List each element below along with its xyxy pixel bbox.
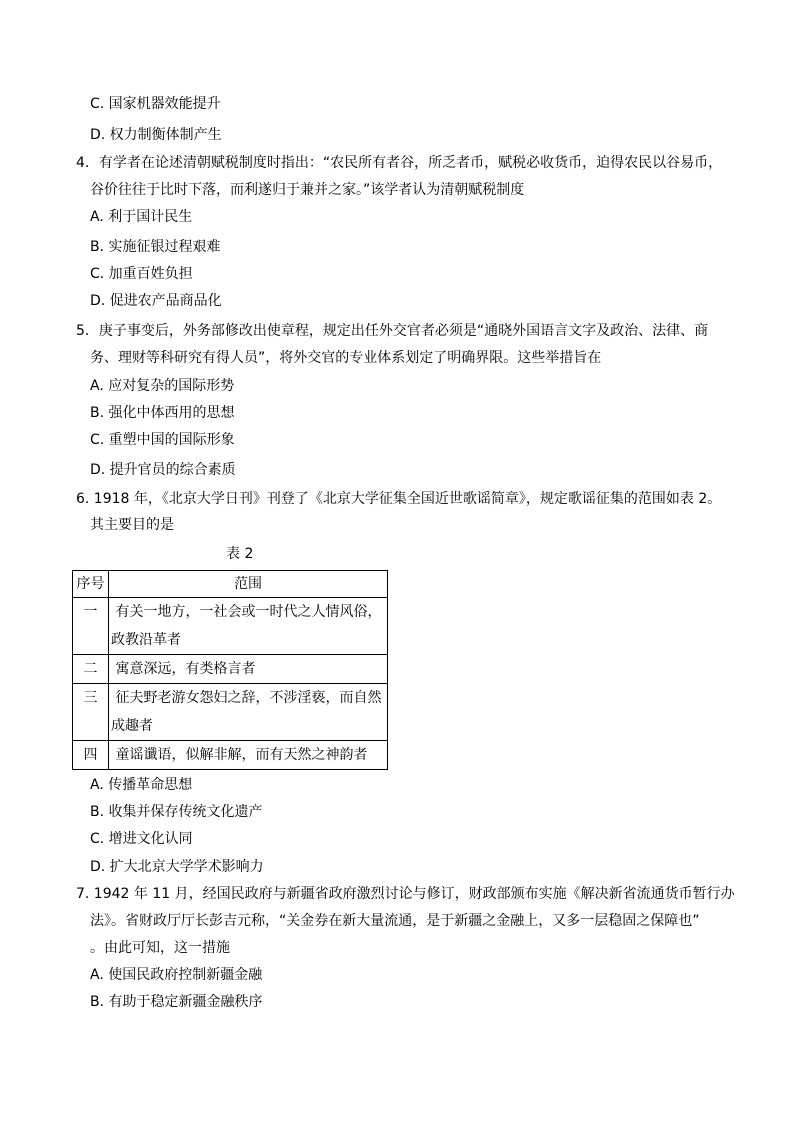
- table-header-number: 序号: [73, 571, 109, 598]
- option-a: A. 使国民政府控制新疆金融: [90, 967, 263, 983]
- option-d: D. 扩大北京大学学术影响力: [90, 859, 264, 875]
- question-5-text-cont: 务、理财等科研究有得人员”，将外交官的专业体系划定了明确界限。这些举措旨在: [90, 350, 602, 366]
- option-d: D. 权力制衡体制产生: [90, 127, 222, 143]
- table-row: [73, 684, 388, 741]
- option-c: C. 重塑中国的国际形象: [90, 432, 235, 448]
- table-row: [73, 655, 388, 684]
- range-table: [72, 570, 388, 770]
- question-4-text: 4．有学者在论述清朝赋税制度时指出：“农民所有者谷，所乏者币，赋税必收货币，迫得农民以谷易币，: [76, 155, 723, 171]
- table-cell-text: 成趣者: [111, 718, 153, 734]
- option-c: C. 国家机器效能提升: [90, 96, 221, 112]
- option-b: B. 有助于稳定新疆金融秩序: [90, 994, 263, 1010]
- question-4-text-cont: 谷价往往于比时下落，而利遂归于兼并之家。”该学者认为清朝赋税制度: [90, 182, 525, 198]
- table-row: [73, 741, 388, 770]
- table-cell-number: 三: [73, 684, 109, 741]
- table-cell-range: [109, 684, 388, 741]
- table-cell-number: 一: [73, 598, 109, 655]
- option-c: C. 增进文化认同: [90, 831, 193, 847]
- quoted-text: 关金券在新大量流通，是于新疆之金融上，又多一层稳固之保障也: [286, 913, 693, 929]
- option-d: D. 促进农产品商品化: [90, 293, 222, 309]
- table-cell-text: 政教沿革者: [111, 632, 181, 648]
- option-a: A. 利于国计民生: [90, 209, 193, 225]
- table-cell-text: 寓意深远，有类格言者: [111, 661, 256, 677]
- quote-close: ”: [692, 913, 700, 929]
- option-a: A. 应对复杂的国际形势: [90, 378, 235, 394]
- question-7-text-cont2: 。由此可知，这一措施: [90, 940, 230, 956]
- question-7-text-cont: [90, 911, 700, 931]
- table-cell-text: 有关一地方，一社会或一时代之人情风俗，: [111, 604, 382, 620]
- table-cell-text: 征夫野老游女怨妇之辞，不涉淫亵，而自然: [111, 690, 382, 706]
- table-cell-number: 二: [73, 655, 109, 684]
- table-cell-number: 四: [73, 741, 109, 770]
- table-header-row: [73, 571, 388, 598]
- option-b: B. 实施征银过程艰难: [90, 239, 221, 255]
- option-c: C. 加重百姓负担: [90, 266, 193, 282]
- option-b: B. 强化中体西用的思想: [90, 405, 235, 421]
- question-6-text-cont: 其主要目的是: [90, 517, 174, 533]
- question-5-text: 5．庚子事变后，外务部修改出使章程，规定出任外交官者必须是“通晓外国语言文字及政治、法律、商: [76, 323, 709, 339]
- quote-intro: 法》。省财政厅厅长彭吉元称，“: [90, 913, 287, 929]
- table-caption: 表 2: [226, 546, 254, 562]
- option-b: B. 收集并保存传统文化遗产: [90, 804, 263, 820]
- table-row: [73, 598, 388, 655]
- question-7-text: 7. 1942 年 11 月，经国民政府与新疆省政府激烈讨论与修订，财政部颁布实施《解决新省流通货币暂行办: [76, 886, 735, 902]
- table-cell-range: [109, 598, 388, 655]
- question-6-text: 6. 1918 年，《北京大学日刊》刊登了《北京大学征集全国近世歌谣简章》，规定歌谣征集的范围如表 2。: [76, 491, 722, 507]
- table-header-range: 范围: [109, 571, 388, 598]
- table-cell-range: [109, 741, 388, 770]
- table-cell-text: 童谣谶语，似解非解，而有天然之神韵者: [111, 747, 368, 763]
- table-cell-range: [109, 655, 388, 684]
- option-d: D. 提升官员的综合素质: [90, 462, 236, 478]
- option-a: A. 传播革命思想: [90, 777, 193, 793]
